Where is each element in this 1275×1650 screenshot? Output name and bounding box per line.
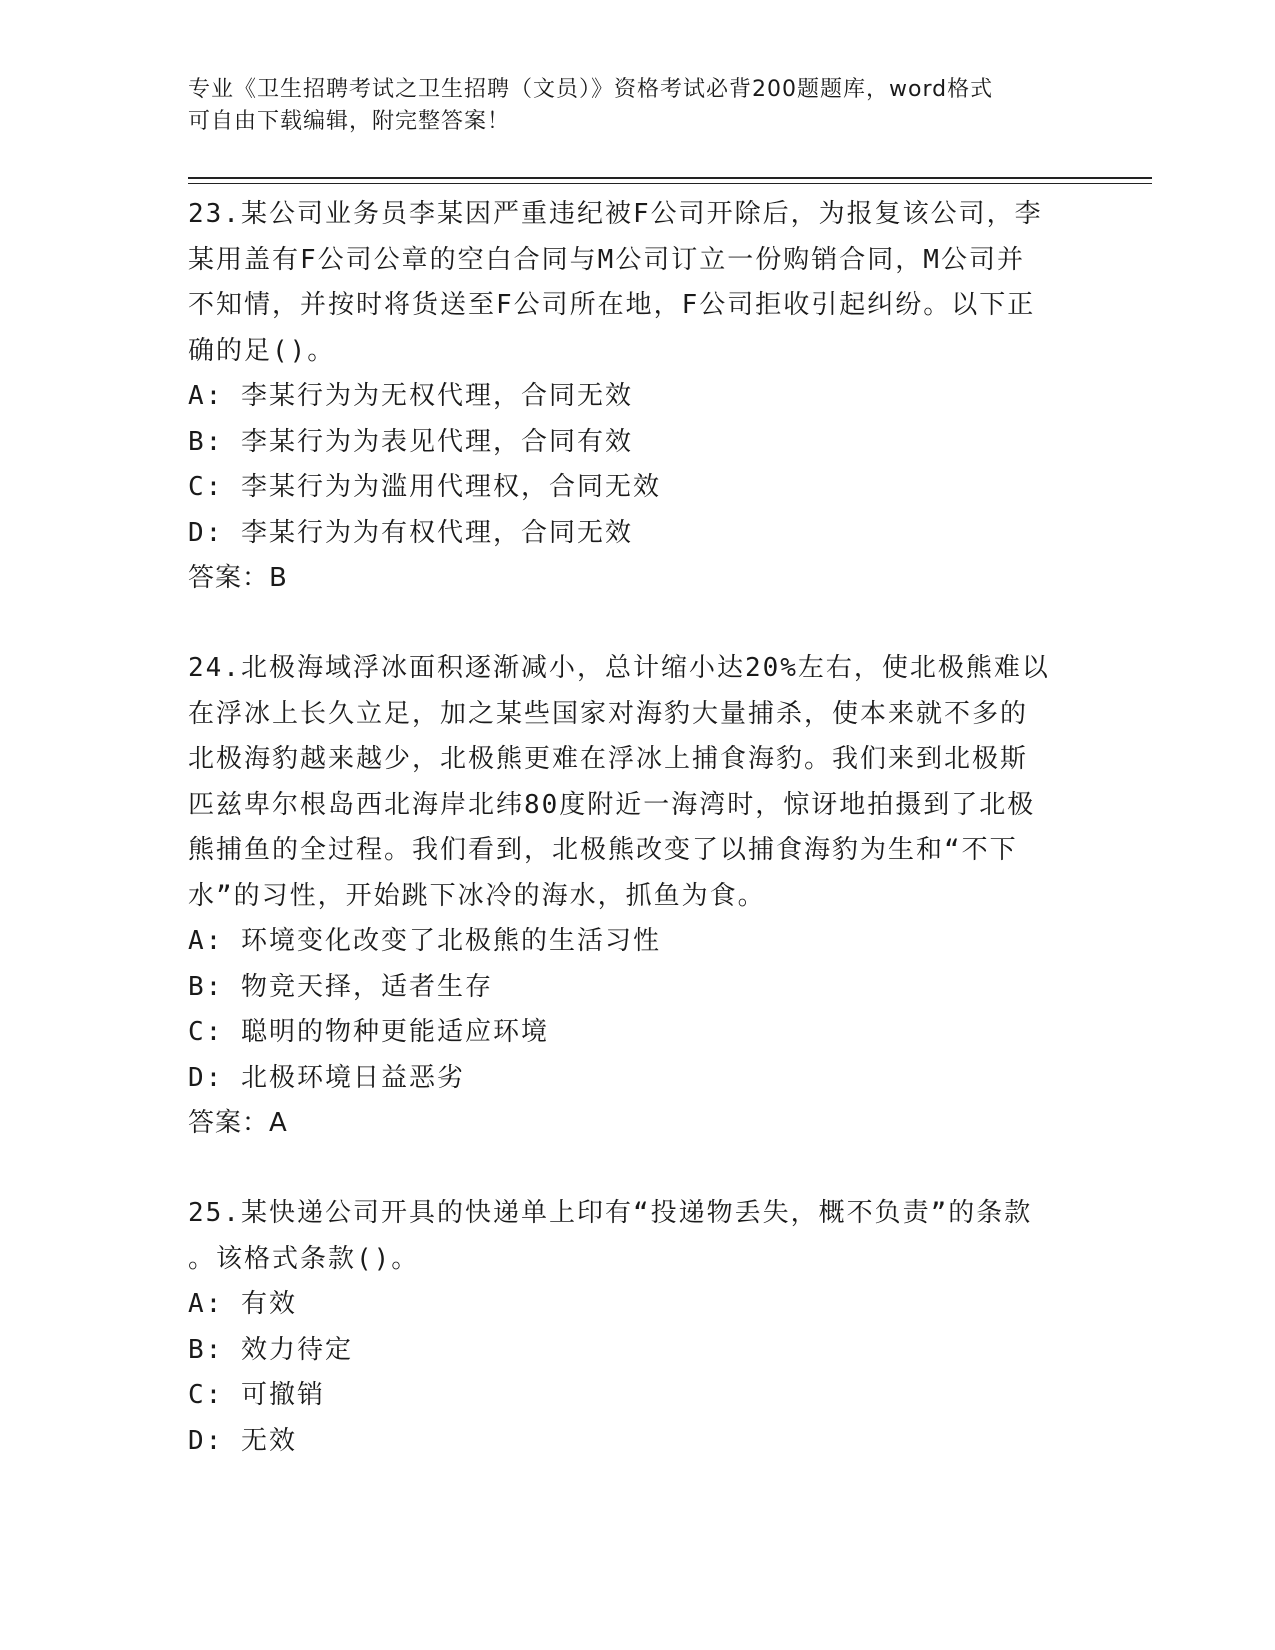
option-a: A: 李某行为为无权代理，合同无效: [188, 381, 633, 411]
option-b: B: 效力待定: [188, 1334, 353, 1365]
answer-label: 答案：A: [188, 1108, 288, 1138]
header-divider-thin: [188, 183, 1152, 184]
option-c: C: 李某行为为滥用代理权，合同无效: [188, 472, 661, 502]
question-24: [188, 646, 1088, 1146]
question-stem-line: 熊捕鱼的全过程。我们看到，北极熊改变了以捕食海豹为生和“不下: [188, 835, 1018, 865]
question-stem-line: 某用盖有F公司公章的空白合同与M公司订立一份购销合同，M公司并: [188, 244, 1025, 275]
question-stem-line: 确的足()。: [188, 335, 336, 366]
question-list: [188, 192, 1088, 1464]
question-stem-line: 不知情，并按时将货送至F公司所在地，F公司拒收引起纠纷。以下正: [188, 290, 1036, 320]
option-b: B: 物竞天择，适者生存: [188, 971, 493, 1002]
question-stem-line: 23.某公司业务员李某因严重违纪被F公司开除后，为报复该公司，李: [188, 199, 1043, 229]
option-c: C: 聪明的物种更能适应环境: [188, 1017, 549, 1047]
option-d: D: 北极环境日益恶劣: [188, 1062, 465, 1093]
document-header: [188, 74, 1088, 138]
question-stem-line: 。该格式条款()。: [188, 1243, 420, 1274]
option-d: D: 李某行为为有权代理，合同无效: [188, 517, 633, 548]
option-a: A: 环境变化改变了北极熊的生活习性: [188, 926, 661, 956]
question-stem-line: 匹兹卑尔根岛西北海岸北纬80度附近一海湾时，惊讶地拍摄到了北极: [188, 789, 1036, 820]
answer-label: 答案：B: [188, 563, 288, 593]
question-25: [188, 1191, 1088, 1464]
header-line-1: 专业《卫生招聘考试之卫生招聘（文员）》资格考试必背200题题库，word格式: [188, 77, 994, 102]
question-spacer: [188, 601, 1088, 646]
question-spacer: [188, 1146, 1088, 1191]
header-divider-thick: [188, 177, 1152, 179]
question-23: [188, 192, 1088, 601]
question-stem-line: 水”的习性，开始跳下冰冷的海水，抓鱼为食。: [188, 880, 766, 911]
option-a: A: 有效: [188, 1289, 297, 1319]
option-b: B: 李某行为为表见代理，合同有效: [188, 426, 633, 457]
question-stem-line: 24.北极海域浮冰面积逐渐减小，总计缩小达20%左右，使北极熊难以: [188, 653, 1050, 683]
option-d: D: 无效: [188, 1425, 297, 1456]
option-c: C: 可撤销: [188, 1380, 325, 1410]
question-stem-line: 25.某快递公司开具的快递单上印有“投递物丢失，概不负责”的条款: [188, 1198, 1033, 1228]
question-stem-line: 北极海豹越来越少，北极熊更难在浮冰上捕食海豹。我们来到北极斯: [188, 744, 1029, 774]
header-line-2: 可自由下载编辑，附完整答案！: [188, 109, 511, 134]
question-stem-line: 在浮冰上长久立足，加之某些国家对海豹大量捕杀，使本来就不多的: [188, 698, 1029, 729]
